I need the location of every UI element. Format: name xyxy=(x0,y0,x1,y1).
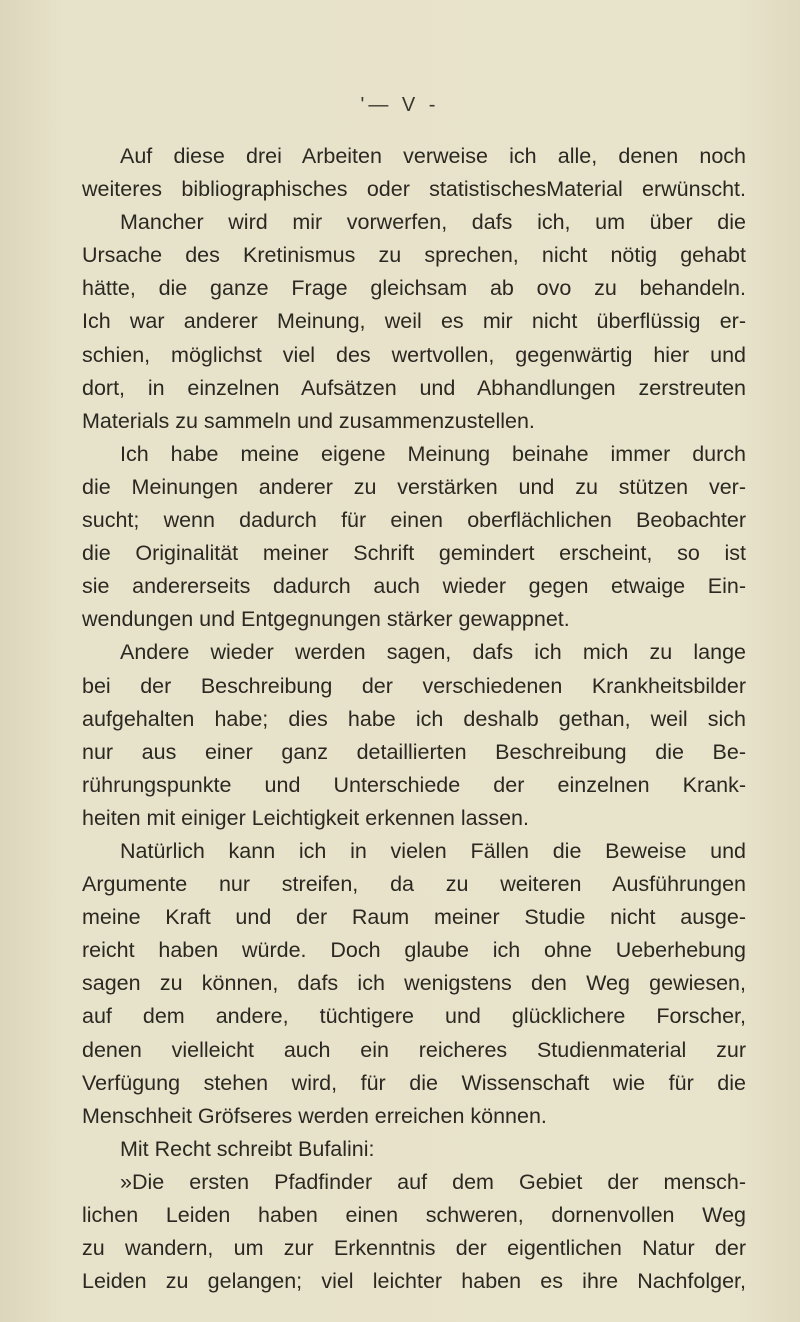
text-line: Natürlich kann ich in vielen Fällen die Beweise und xyxy=(120,838,746,863)
text-line: Verfügung stehen wird, für die Wissenschaft wie für die xyxy=(82,1070,746,1095)
text-line: aufgehalten habe; dies habe ich deshalb gethan, weil sich xyxy=(82,706,746,731)
text-line: sagen zu können, dafs ich wenigstens den Weg gewiesen, xyxy=(82,971,746,996)
text-line: Ich habe meine eigene Meinung beinahe immer durch xyxy=(120,441,746,466)
text-line: bei der Beschreibung der verschiedenen Krankheitsbilder xyxy=(82,673,746,698)
text-line: Ich war anderer Meinung, weil es mir nicht überflüssig er- xyxy=(82,309,746,334)
text-line: wendungen und Entgegnungen stärker gewappnet. xyxy=(82,607,570,632)
text-line: heiten mit einiger Leichtigkeit erkennen lassen. xyxy=(82,805,529,830)
text-line: Ursache des Kretinismus zu sprechen, nicht nötig gehabt xyxy=(82,243,746,268)
text-line: die Originalität meiner Schrift gemindert erscheint, so ist xyxy=(82,541,746,566)
text-line: reicht haben würde. Doch glaube ich ohne Ueberhebung xyxy=(82,938,746,963)
text-line: Menschheit Gröfseres werden erreichen können. xyxy=(82,1103,547,1128)
text-line: Argumente nur streifen, da zu weiteren Ausführungen xyxy=(82,872,746,897)
text-line: Auf diese drei Arbeiten verweise ich alle, denen noch xyxy=(120,144,746,168)
text-line: Materials zu sammeln und zusammenzustellen. xyxy=(82,408,535,433)
body-text xyxy=(82,140,746,1298)
text-line: meine Kraft und der Raum meiner Studie nicht ausge- xyxy=(82,905,746,930)
text-line: nur aus einer ganz detaillierten Beschreibung die Be- xyxy=(82,739,746,764)
text-line: weiteres bibliographisches oder statistischesMaterial erwünscht. xyxy=(82,177,746,202)
text-line: hätte, die ganze Frage gleichsam ab ovo zu behandeln. xyxy=(82,276,746,301)
text-line: sucht; wenn dadurch für einen oberflächlichen Beobachter xyxy=(82,508,746,533)
text-line: Mancher wird mir vorwerfen, dafs ich, um über die xyxy=(120,210,746,235)
text-line: rührungspunkte und Unterschiede der einzelnen Krank- xyxy=(82,772,746,797)
text-line: Leiden zu gelangen; viel leichter haben es ihre Nachfolger, xyxy=(82,1269,746,1294)
text-line: sie andererseits dadurch auch wieder gegen etwaige Ein- xyxy=(82,574,746,599)
page-number-header: '— V - xyxy=(360,94,440,116)
text-line: dort, in einzelnen Aufsätzen und Abhandlungen zerstreuten xyxy=(82,375,746,400)
text-line: die Meinungen anderer zu verstärken und zu stützen ver- xyxy=(82,474,746,499)
text-line: auf dem andere, tüchtigere und glücklichere Forscher, xyxy=(82,1004,746,1029)
text-line: schien, möglichst viel des wertvollen, gegenwärtig hier und xyxy=(82,342,746,367)
text-line: Mit Recht schreibt Bufalini: xyxy=(120,1136,375,1161)
text-line: »Die ersten Pfadfinder auf dem Gebiet der mensch- xyxy=(120,1169,746,1194)
text-line: zu wandern, um zur Erkenntnis der eigentlichen Natur der xyxy=(82,1236,746,1261)
text-line: lichen Leiden haben einen schweren, dornenvollen Weg xyxy=(82,1203,746,1227)
text-line: denen vielleicht auch ein reicheres Studienmaterial zur xyxy=(82,1037,746,1062)
text-line: Andere wieder werden sagen, dafs ich mich zu lange xyxy=(120,640,746,665)
